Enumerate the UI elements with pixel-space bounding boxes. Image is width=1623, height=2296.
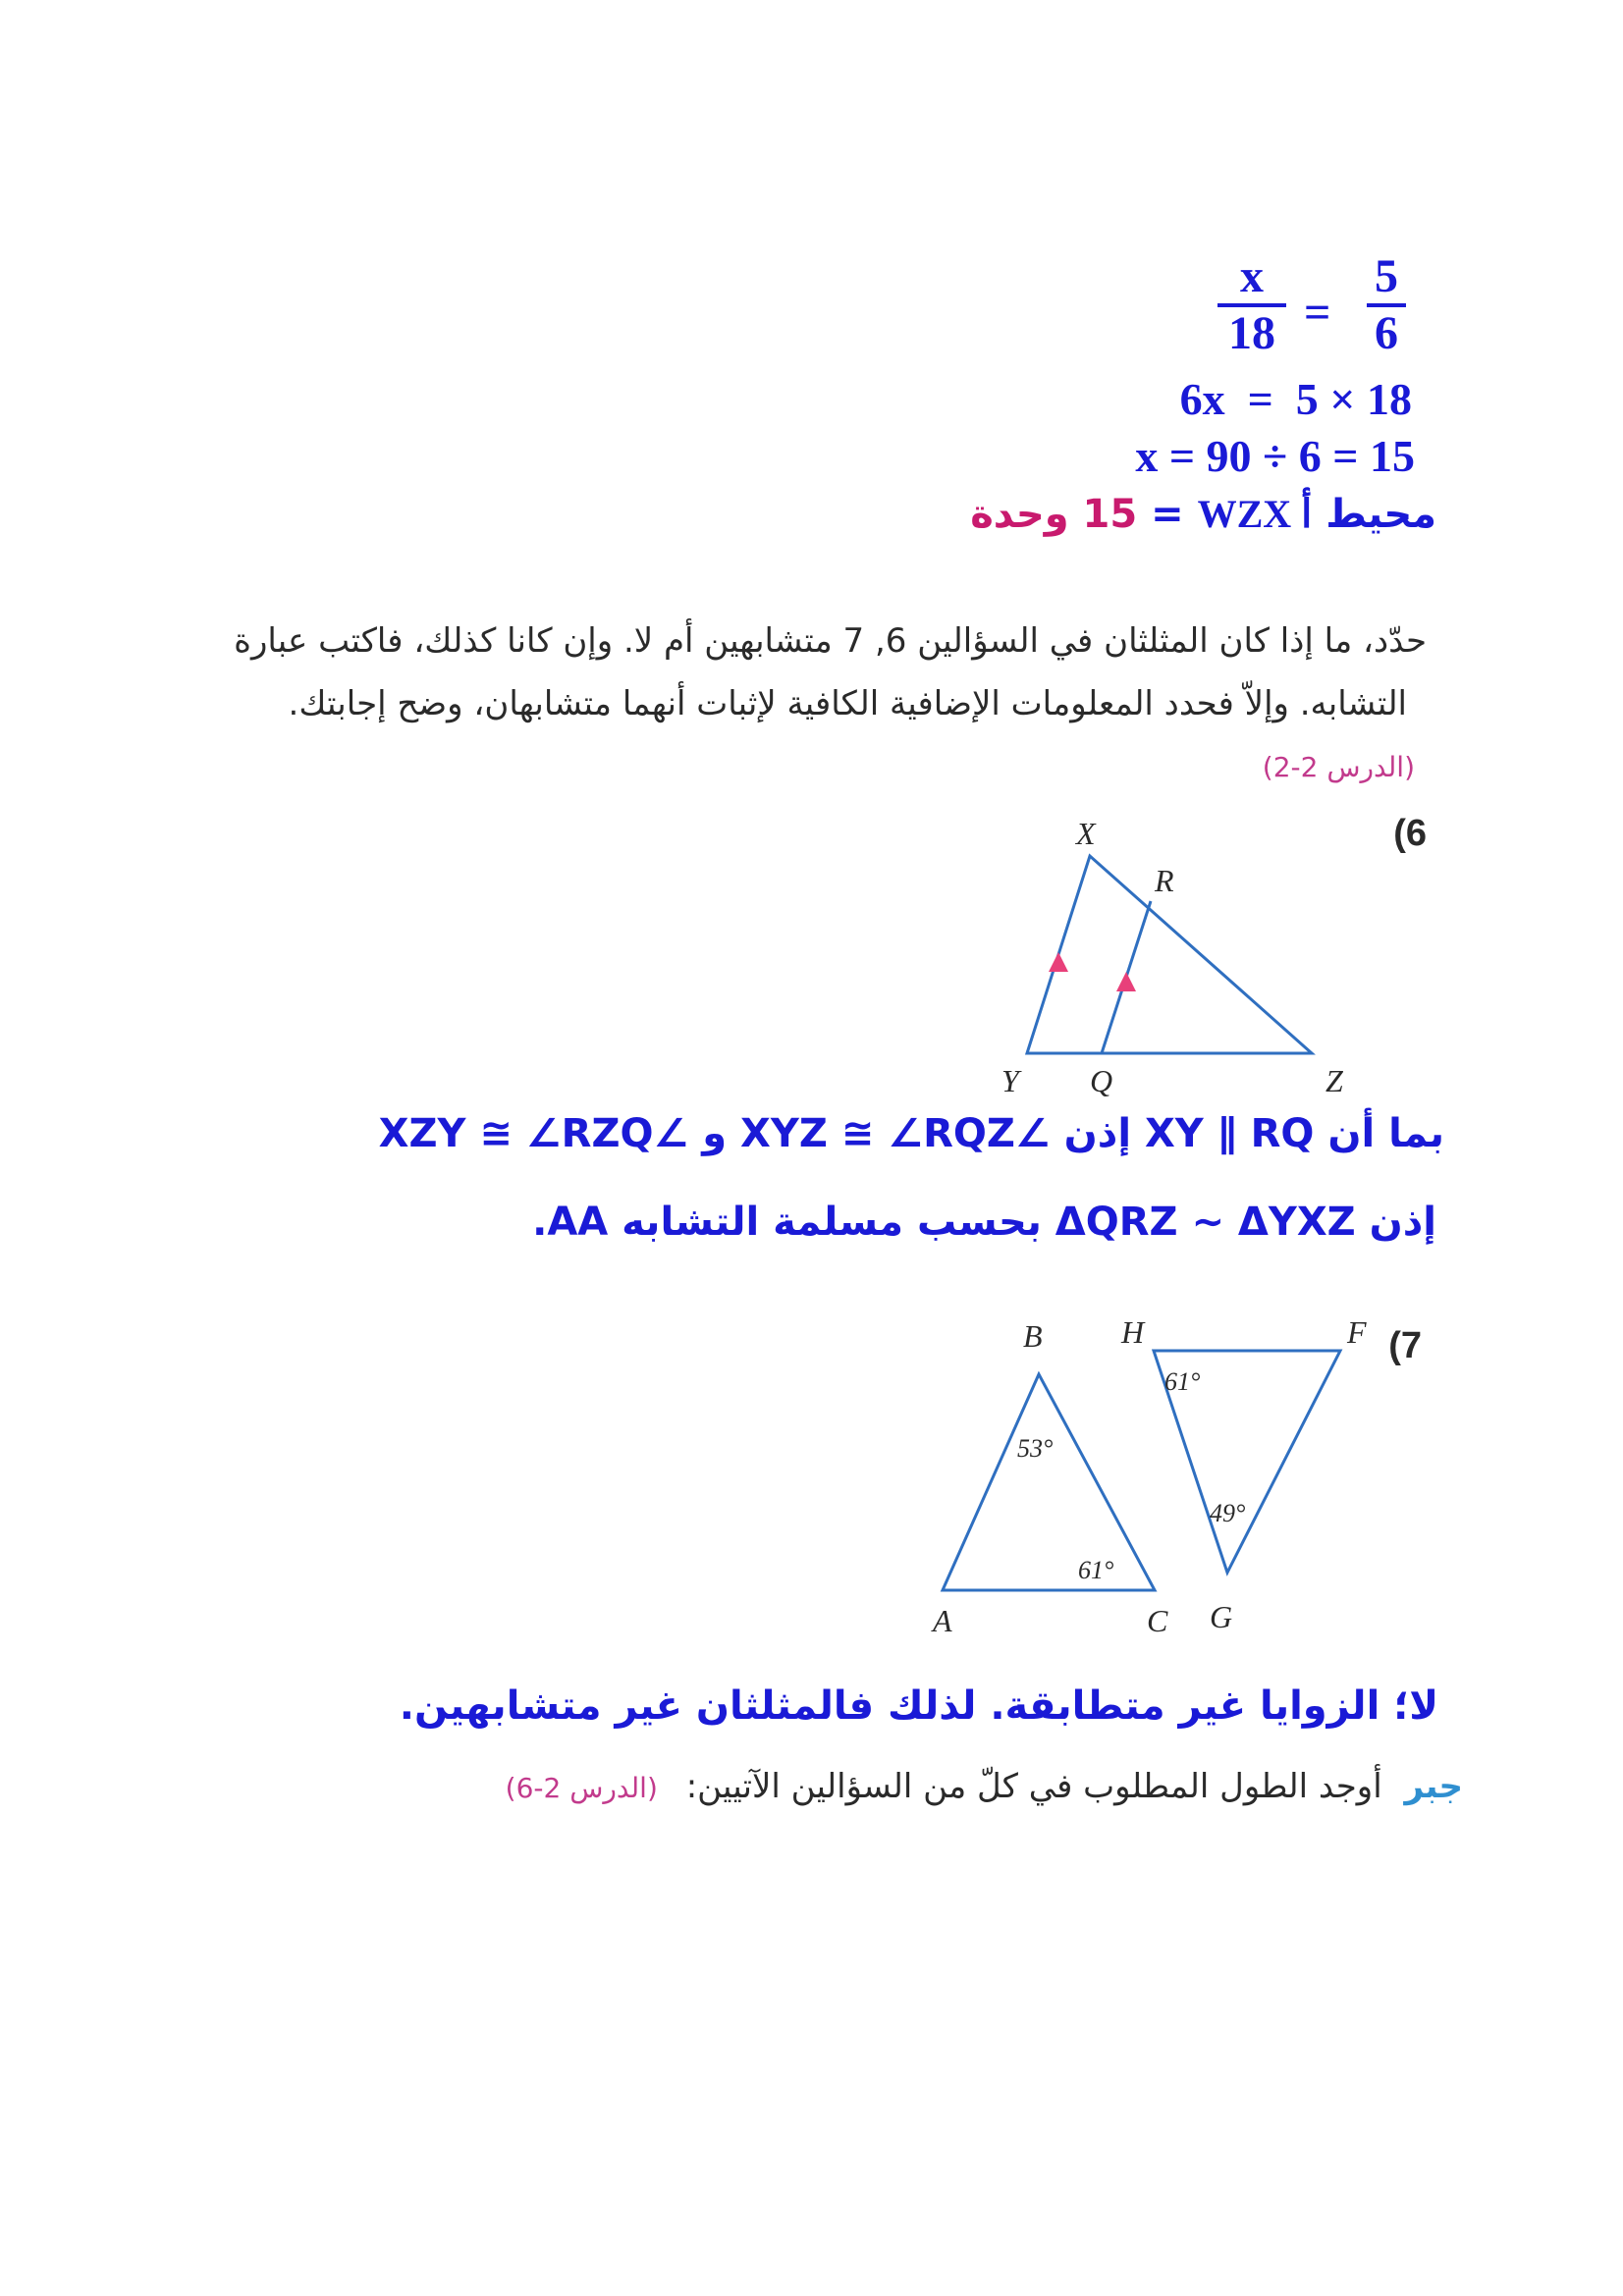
label-z: Z [1325, 1063, 1343, 1098]
fraction-right-denominator: 6 [1375, 307, 1398, 359]
label-h: H [1121, 1315, 1145, 1350]
problem-7-number: (7 [1388, 1325, 1422, 1366]
fraction-left-denominator: 18 [1228, 307, 1275, 359]
lesson-reference: (الدرس 2-2) [1262, 751, 1415, 783]
fraction-left-numerator: x [1240, 250, 1264, 302]
problem-6-number: (6 [1393, 813, 1427, 854]
angle-h-value: 61° [1164, 1367, 1201, 1396]
angle-g-value: 49° [1210, 1499, 1246, 1527]
instructions-line-2: التشابه. وإلاّ فحدد المعلومات الإضافية الكافية لإثبات أنهما متشابهان، وضح إجابتك. [288, 684, 1407, 723]
label-f: F [1347, 1315, 1367, 1350]
label-y: Y [1001, 1063, 1019, 1098]
label-r: R [1155, 863, 1174, 898]
label-q: Q [1090, 1063, 1113, 1098]
label-b: B [1023, 1318, 1043, 1354]
equation-line-2: 6x = 5 × 18 [1179, 374, 1412, 424]
instructions-line-1: حدّد، ما إذا كان المثلثان في السؤالين 6, 7 متشابهين أم لا. وإن كانا كذلك، فاكتب عبارة [234, 621, 1427, 661]
fraction-left [1217, 250, 1286, 360]
solution-block [1217, 250, 1414, 378]
problem-6-figure [982, 805, 1375, 1119]
fraction-right [1367, 250, 1406, 360]
problem-7-figure [923, 1315, 1375, 1649]
parallel-arrow-xy [1049, 952, 1068, 972]
label-x: X [1076, 816, 1096, 851]
problem-6-answer-line-1: بما أن XY ∥ RQ إذن ∠XYZ ≅ ∠RQZ و ∠XZY ≅ ∠RZQ [378, 1111, 1444, 1156]
perimeter-equals: = [1151, 492, 1184, 537]
label-g: G [1210, 1599, 1233, 1634]
label-a: A [933, 1603, 952, 1638]
algebra-text: أوجد الطول المطلوب في كلّ من السؤالين الآتيين: [685, 1767, 1382, 1806]
algebra-tag: جبر [1404, 1767, 1463, 1806]
fraction-right-numerator: 5 [1375, 250, 1398, 302]
perimeter-triangle: WZX أ [1197, 492, 1313, 536]
equals-sign: = [1304, 287, 1331, 339]
problem-7-answer: لا؛ الزوايا غير متطابقة. لذلك فالمثلثان غير متشابهين. [399, 1683, 1438, 1729]
perimeter-label: محيط [1325, 492, 1436, 537]
triangle-abc [943, 1374, 1155, 1590]
angle-c-value: 61° [1078, 1556, 1114, 1584]
equation-line-3: x = 90 ÷ 6 = 15 [1135, 431, 1415, 481]
algebra-heading [506, 1767, 1463, 1806]
parallel-arrow-rq [1116, 972, 1136, 991]
perimeter-line [970, 491, 1436, 537]
algebra-lesson-reference: (الدرس 2-6) [505, 1772, 658, 1804]
perimeter-value: 15 وحدة [970, 492, 1138, 537]
problem-6-answer-line-2: إذن ΔQRZ ∼ ΔYXZ بحسب مسلمة التشابه AA. [532, 1200, 1436, 1245]
angle-b-value: 53° [1017, 1434, 1054, 1463]
label-c: C [1147, 1603, 1168, 1638]
